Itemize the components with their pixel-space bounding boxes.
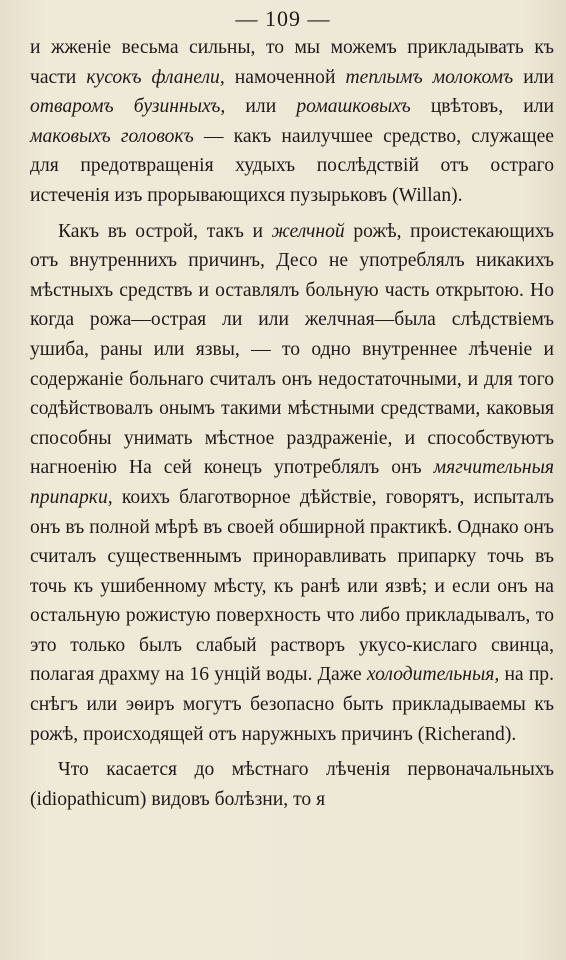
italic-segment: отваромъ бузинныхъ, xyxy=(30,96,226,118)
text-segment: коихъ благотворное дѣйствіе, говорятъ, испыталъ онъ въ полной мѣрѣ въ своей обширной практикѣ. Однако онъ считалъ существеннымъ приноравливать припарку точь въ точь къ ушибенному мѣсту, къ ранѣ или язвѣ; и если онъ на остальную рожистую поверхность что либо прикладывалъ, то это только былъ слабый растворъ укусо-кислаго свинца, полагая драхму на 16 унцій воды. Даже xyxy=(30,486,554,686)
page-body xyxy=(30,33,554,814)
italic-segment: кусокъ фланели, xyxy=(86,66,225,88)
text-segment: Какъ въ острой, такъ и xyxy=(58,220,272,242)
text-segment: рожѣ, проистекающихъ отъ внутреннихъ причинъ, Десо не употреблялъ никакихъ мѣстныхъ средствъ и оставлялъ больную часть открытою. Но когда рожа—острая ли или желчная—была слѣдствіемъ ушиба, раны или язвы, — то одно внутреннее лѣченіе и содержаніе больнаго считалъ онъ недостаточными, и для того содѣйствовалъ онымъ такими мѣстными средствами, каковыя способны унимать мѣстное раздраженіе, и способствуютъ нагноенію На сей конецъ употреблялъ онъ xyxy=(30,220,554,479)
text-segment: или xyxy=(225,96,297,118)
italic-segment: маковыхъ головокъ xyxy=(30,125,194,147)
paragraph-3 xyxy=(30,755,554,814)
paragraph-2 xyxy=(30,217,554,750)
text-segment: и жженіе весьма сильны, то мы можемъ прикладывать къ части xyxy=(30,37,554,88)
text-segment: Что касается до мѣстнаго лѣченія первоначальныхъ (idiopathicum) видовъ болѣзни, то я xyxy=(30,759,554,810)
italic-segment: теплымъ молокомъ xyxy=(345,66,514,88)
italic-segment: мягчительныя припарки, xyxy=(30,457,554,508)
paragraph-1 xyxy=(30,33,554,211)
italic-segment: желчной xyxy=(271,220,345,242)
italic-segment: ромашковыхъ xyxy=(296,96,411,118)
text-segment: — какъ наилучшее средство, служащее для предотвращенія худыхъ послѣдствій отъ остраго истеченія изъ прорывающихся пузырьковъ (Willan). xyxy=(30,125,555,206)
text-segment: или xyxy=(513,66,554,88)
italic-segment: холодительныя, xyxy=(366,664,500,686)
text-segment: на пр. снѣгъ или эѳиръ могутъ безопасно быть прикладываемы къ рожѣ, происходящей отъ наружныхъ причинъ (Richerand). xyxy=(30,664,554,745)
text-segment: намоченной xyxy=(224,66,346,88)
text-segment: цвѣтовъ, или xyxy=(410,96,554,118)
page-number-header: — 109 — xyxy=(235,6,331,31)
